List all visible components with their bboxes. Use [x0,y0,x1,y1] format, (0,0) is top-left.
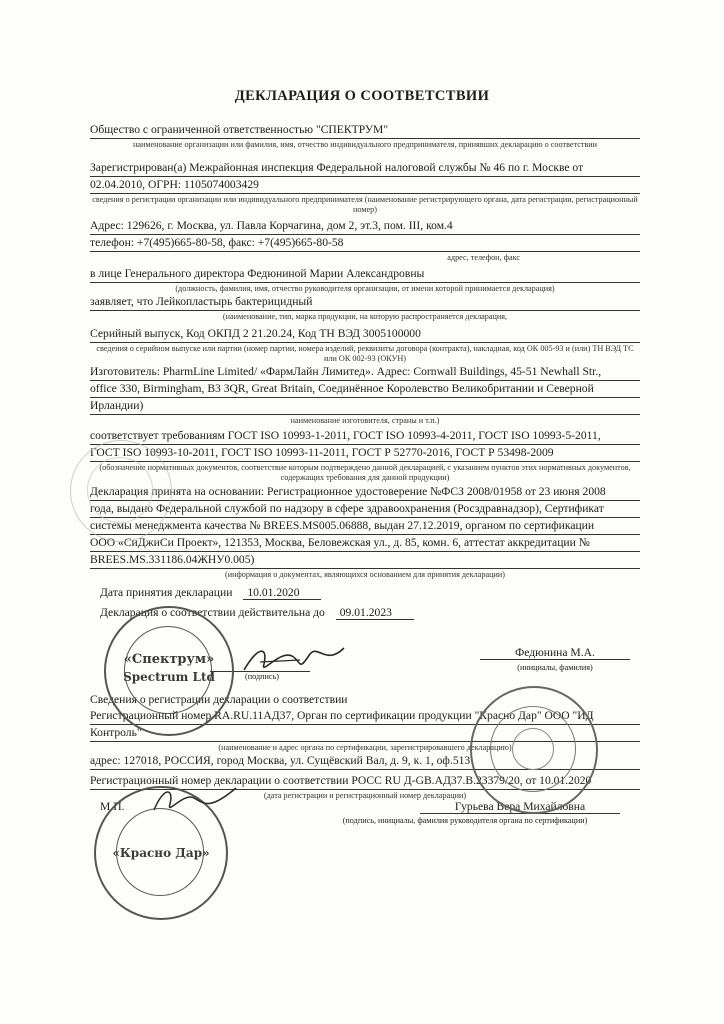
basis-note: (информация о документах, являющихся основанием для принятия декларации) [225,570,505,579]
manufacturer-line-1: Изготовитель: PharmLine Limited/ «ФармЛайн Лимитед». Адрес: Cornwall Buildings, 45-51 Newhall Str., [90,364,640,381]
product-note: (наименование, тип, марка продукции, на которую распространяется декларация, [222,312,508,321]
phone-line: телефон: +7(495)665-80-58, факс: +7(495)665-80-58 [90,235,640,252]
faint-stamp [70,440,172,542]
signer-name: Федюнина М.А. [480,646,630,660]
registration-info-number: Регистрационный номер декларации о соответствии РОСС RU Д-GB.АД37.В.23379/20, от 10.01.2020 [90,773,640,790]
registration-info-note: (наименование и адрес органа по сертификации, зарегистрировавшего декларацию) [218,743,512,752]
basis-line-2: года, выдано Федеральной службой по надзору в сфере здравоохранения (Росздравнадзор), Сертификат [90,501,640,518]
head-name: Гурьева Вера Михайловна [420,800,620,814]
registration-info-line-1: Регистрационный номер RA.RU.11АД37, Орган по сертификации продукции "Красно Дар" ООО "ИД [90,708,640,725]
product-serial-note: сведения о серийном выпуске или партии (номер партии, номера изделий, реквизиты договора (контракта), накладная, код ОК 005-93 и (или) ТН ВЭД ТС или ОК 002-93 (ОКУН) [96,344,634,363]
representative-value: в лице Генерального директора Федюниной Марии Александровны [90,266,640,283]
standards-section [90,428,640,483]
basis-line-1: Декларация принята на основании: Регистрационное удостоверение №ФСЗ 2008/01958 от 23 июня 2008 [90,484,640,501]
representative-section [90,266,640,294]
applicant-note: наименование организации или фамилия, имя, отчество индивидуального предпринимателя, принявших декларацию о соответствии [132,140,598,149]
accepted-date-label: Дата принятия декларации [100,586,233,599]
basis-line-4: ООО «СиДжиСи Проект», 121353, Москва, Беловежская ул., д. 85, комн. 6, аттестат аккредитации № [90,535,640,552]
manufacturer-section [90,364,640,426]
registration-info-line-2: Контроль" [90,725,640,742]
spectrum-stamp-text-1: «Спектрум» [123,652,215,667]
address-note: адрес, телефон, факс [447,253,520,262]
sign-note: (подпись) [245,672,279,681]
manufacturer-line-2: office 330, Birmingham, B3 3QR, Great Britain, Соединённое Королевство Великобритании и Северной [90,381,640,398]
krasnodar-stamp-text: «Красно Дар» [112,846,210,860]
director-signature-icon [240,636,350,680]
registration-info-address: адрес: 127018, РОССИЯ, город Москва, ул. Сущёвский Вал, д. 9, к. 1, оф.513 [90,753,640,770]
head-name-note: (подпись, инициалы, фамилия руководителя органа по сертификации) [342,816,588,825]
spectrum-stamp [104,606,234,736]
standards-line-2: ГОСТ ISO 10993-10-2011, ГОСТ ISO 10993-11-2011, ГОСТ Р 52770-2016, ГОСТ Р 53498-2009 [90,445,640,462]
basis-section [90,484,640,580]
mp-label: М.П. [100,800,125,813]
basis-line-5: BREES.MS.331186.04ЖНУ0.005) [90,552,640,569]
registration-note: сведения о регистрации организации или индивидуального предпринимателя (наименование регистрирующего органа, дата регистрации, регистрационный номер) [92,195,638,214]
registration-info-note-2: (дата регистрации и регистрационный номер декларации) [263,791,467,800]
representative-note: (должность, фамилия, имя, отчество руководителя организации, от имени которой принимается декларация) [175,284,555,293]
standards-line-1: соответствует требованиям ГОСТ ISO 10993-1-2011, ГОСТ ISO 10993-4-2011, ГОСТ ISO 10993-5-2011, [90,428,640,445]
registration-line-2: 02.04.2010, ОГРН: 1105074003429 [90,177,640,194]
spectrum-stamp-text-2: Spectrum Ltd [123,670,215,684]
product-serial: Серийный выпуск, Код ОКПД 2 21.20.24, Код ТН ВЭД 3005100000 [90,326,640,343]
registration-section [90,160,640,215]
accepted-date-row [100,586,321,600]
basis-line-3: системы менеджмента качества № BREES.MS005.06888, выдан 27.12.2019, органом по сертификации [90,518,640,535]
certification-stamp [470,686,598,814]
head-signature-icon [150,780,240,820]
manufacturer-line-3: Ирландии) [90,398,640,415]
registration-line-1: Зарегистрирован(а) Межрайонная инспекция Федеральной налоговой службы № 46 по г. Москве от [90,160,640,177]
valid-date-value: 09.01.2023 [336,606,414,620]
product-section [90,294,640,364]
applicant-section [90,122,640,150]
valid-date-label: Декларация о соответствии действительна до [100,606,325,619]
product-value: заявляет, что Лейкопластырь бактерицидный [90,294,640,311]
document-title: ДЕКЛАРАЦИЯ О СООТВЕТСТВИИ [234,88,490,104]
signer-name-note: (инициалы, фамилия) [517,663,593,672]
registration-info-header: Сведения о регистрации декларации о соответствии [90,693,348,706]
address-section [90,218,640,263]
standards-note: (обозначение нормативных документов, соответствие которым подтверждено данной декларацией, с указанием пунктов этих нормативных документов, содержащих требования для данной продукции) [99,463,631,482]
applicant-name: Общество с ограниченной ответственностью "СПЕКТРУМ" [90,122,640,139]
address-line: Адрес: 129626, г. Москва, ул. Павла Корчагина, дом 2, эт.3, пом. III, ком.4 [90,218,640,235]
manufacturer-note: наименование изготовителя, страны и т.п.) [290,416,440,425]
accepted-date-value: 10.01.2020 [243,586,321,600]
